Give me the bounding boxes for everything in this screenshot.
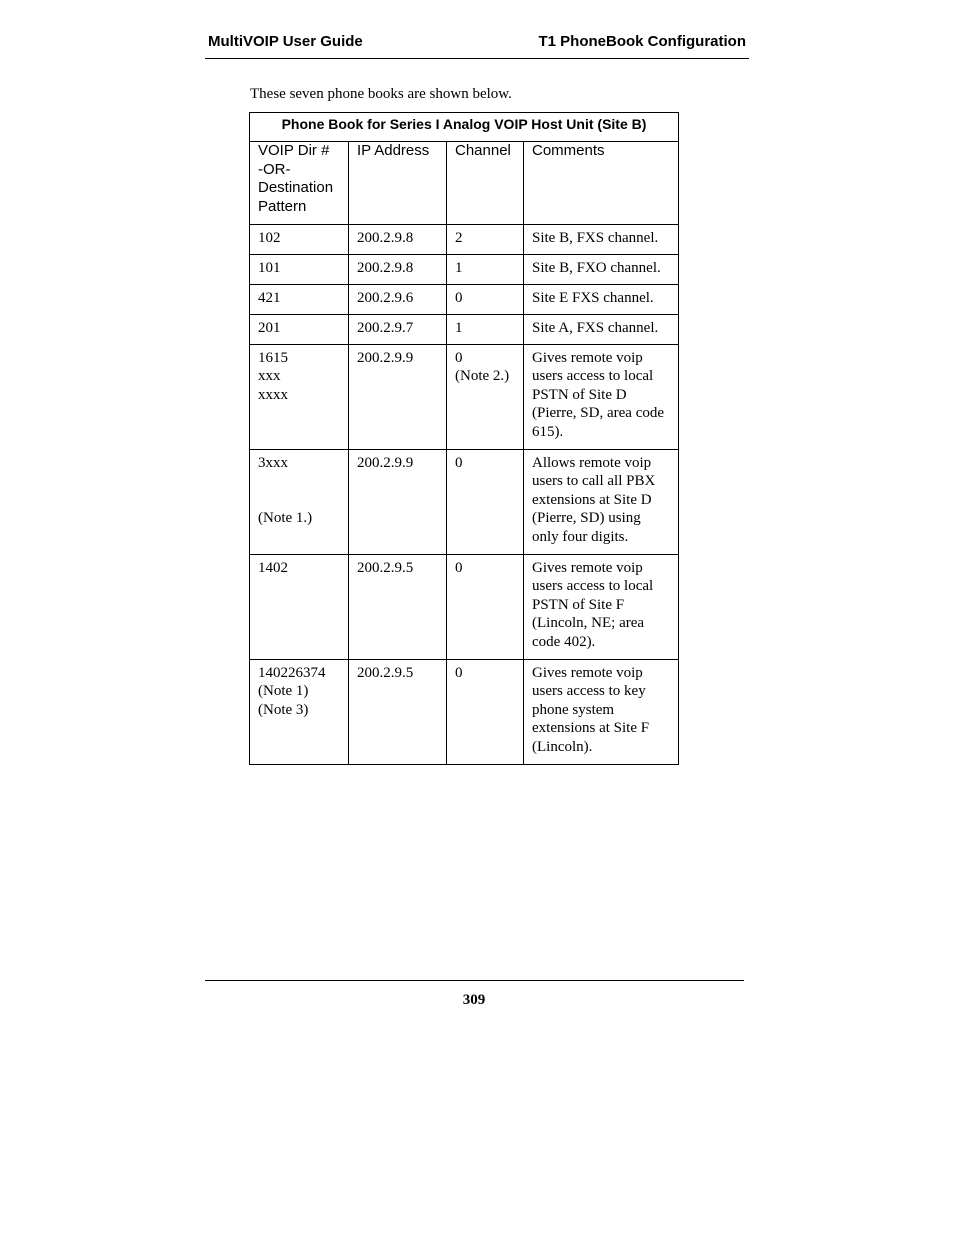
cell-line	[258, 472, 340, 491]
column-header-channel	[447, 142, 524, 225]
cell-line: extensions at Site F	[532, 720, 650, 737]
cell-line: Allows remote voip	[532, 454, 652, 471]
cell-channel	[447, 285, 524, 315]
cell-line: 0	[455, 349, 463, 366]
column-header-dir	[250, 142, 349, 225]
cell-ip	[349, 255, 447, 285]
cell-line: (Note 1.)	[258, 510, 313, 527]
cell-channel	[447, 449, 524, 554]
cell-line: (Lincoln).	[532, 738, 593, 755]
cell-comments	[524, 344, 679, 449]
column-header-comments	[524, 142, 679, 225]
cell-line: phone system	[532, 701, 615, 718]
header-line: Comments	[532, 142, 605, 159]
cell-line: 102	[258, 230, 281, 246]
cell-line: Site E FXS channel.	[532, 290, 654, 306]
cell-line: PSTN of Site D	[532, 386, 627, 403]
cell-line: 200.2.9.8	[357, 260, 414, 276]
header-line: -OR-	[258, 160, 291, 178]
cell-channel	[447, 255, 524, 285]
cell-line: Gives remote voip	[532, 664, 643, 681]
cell-line: 201	[258, 320, 281, 336]
cell-line: 421	[258, 290, 281, 306]
cell-dir	[250, 255, 349, 285]
header-guide-title: MultiVOIP User Guide	[208, 33, 363, 50]
cell-line: 200.2.9.9	[357, 349, 414, 366]
header-line: VOIP Dir #	[258, 142, 330, 159]
cell-line	[258, 491, 340, 510]
cell-line: (Note 1)	[258, 683, 309, 700]
cell-line: 3xxx	[258, 454, 288, 471]
table-row	[250, 659, 679, 764]
cell-line: 0	[455, 290, 463, 306]
cell-channel	[447, 554, 524, 659]
cell-line: (Note 2.)	[455, 368, 510, 385]
cell-dir	[250, 285, 349, 315]
cell-ip	[349, 554, 447, 659]
cell-line: 0	[455, 664, 463, 681]
cell-line: 2	[455, 230, 463, 246]
cell-line: code 402).	[532, 633, 596, 650]
cell-ip	[349, 344, 447, 449]
cell-line: (Note 3)	[258, 701, 309, 718]
page-number: 309	[462, 992, 486, 1008]
intro-paragraph: These seven phone books are shown below.	[250, 86, 512, 102]
cell-dir	[250, 344, 349, 449]
cell-line: users access to local	[532, 578, 654, 595]
cell-line: 0	[455, 454, 463, 471]
cell-line: 200.2.9.5	[357, 559, 414, 576]
table-row	[250, 285, 679, 315]
cell-channel	[447, 344, 524, 449]
cell-ip	[349, 285, 447, 315]
cell-line: Site A, FXS channel.	[532, 320, 659, 336]
cell-dir	[250, 554, 349, 659]
cell-line: Gives remote voip	[532, 349, 643, 366]
cell-line: (Pierre, SD, area code	[532, 405, 665, 422]
cell-comments	[524, 315, 679, 345]
cell-dir	[250, 659, 349, 764]
cell-line: 1615	[258, 349, 288, 366]
cell-line: 0	[455, 559, 463, 576]
cell-channel	[447, 225, 524, 255]
footer-rule	[205, 980, 744, 981]
cell-line: PSTN of Site F	[532, 596, 625, 613]
cell-line: 1402	[258, 559, 288, 576]
cell-line: 101	[258, 260, 281, 276]
cell-dir	[250, 449, 349, 554]
cell-ip	[349, 315, 447, 345]
table-row	[250, 449, 679, 554]
table-row	[250, 255, 679, 285]
header-rule	[205, 58, 749, 59]
cell-line: 200.2.9.9	[357, 454, 414, 471]
cell-line: users to call all PBX	[532, 473, 656, 490]
cell-line: xxx	[258, 368, 281, 385]
cell-comments	[524, 225, 679, 255]
column-header-ip	[349, 142, 447, 225]
cell-dir	[250, 225, 349, 255]
cell-line: 200.2.9.6	[357, 290, 414, 306]
cell-line: 200.2.9.8	[357, 230, 414, 246]
cell-comments	[524, 285, 679, 315]
cell-comments	[524, 554, 679, 659]
cell-line: xxxx	[258, 386, 288, 403]
header-line: Channel	[455, 142, 511, 159]
cell-ip	[349, 659, 447, 764]
cell-line: (Pierre, SD) using	[532, 510, 641, 527]
cell-line: 200.2.9.5	[357, 664, 414, 681]
cell-line: users access to key	[532, 683, 646, 700]
cell-line: Site B, FXO channel.	[532, 260, 661, 276]
table-title: Phone Book for Series I Analog VOIP Host Unit (Site B)	[250, 113, 679, 142]
cell-channel	[447, 315, 524, 345]
header-section-title: T1 PhoneBook Configuration	[538, 33, 746, 50]
cell-line: users access to local	[532, 368, 654, 385]
cell-dir	[250, 315, 349, 345]
table-row	[250, 225, 679, 255]
cell-channel	[447, 659, 524, 764]
header-line: IP Address	[357, 142, 430, 159]
cell-line: (Lincoln, NE; area	[532, 615, 645, 632]
table-row	[250, 554, 679, 659]
table-row	[250, 344, 679, 449]
cell-ip	[349, 449, 447, 554]
cell-comments	[524, 255, 679, 285]
cell-line: only four digits.	[532, 528, 629, 545]
cell-line: extensions at Site D	[532, 491, 652, 508]
cell-ip	[349, 225, 447, 255]
phone-book-table	[249, 112, 679, 765]
table-row	[250, 315, 679, 345]
header-line: Pattern	[258, 197, 307, 215]
header-line: Destination	[258, 179, 334, 196]
cell-line: 140226374	[258, 664, 326, 681]
cell-comments	[524, 659, 679, 764]
cell-line: Gives remote voip	[532, 559, 643, 576]
cell-line: Site B, FXS channel.	[532, 230, 659, 246]
cell-line: 1	[455, 320, 463, 336]
cell-line: 1	[455, 260, 463, 276]
cell-line: 615).	[532, 423, 564, 440]
cell-line: 200.2.9.7	[357, 320, 414, 336]
column-header-row	[250, 142, 679, 225]
cell-comments	[524, 449, 679, 554]
